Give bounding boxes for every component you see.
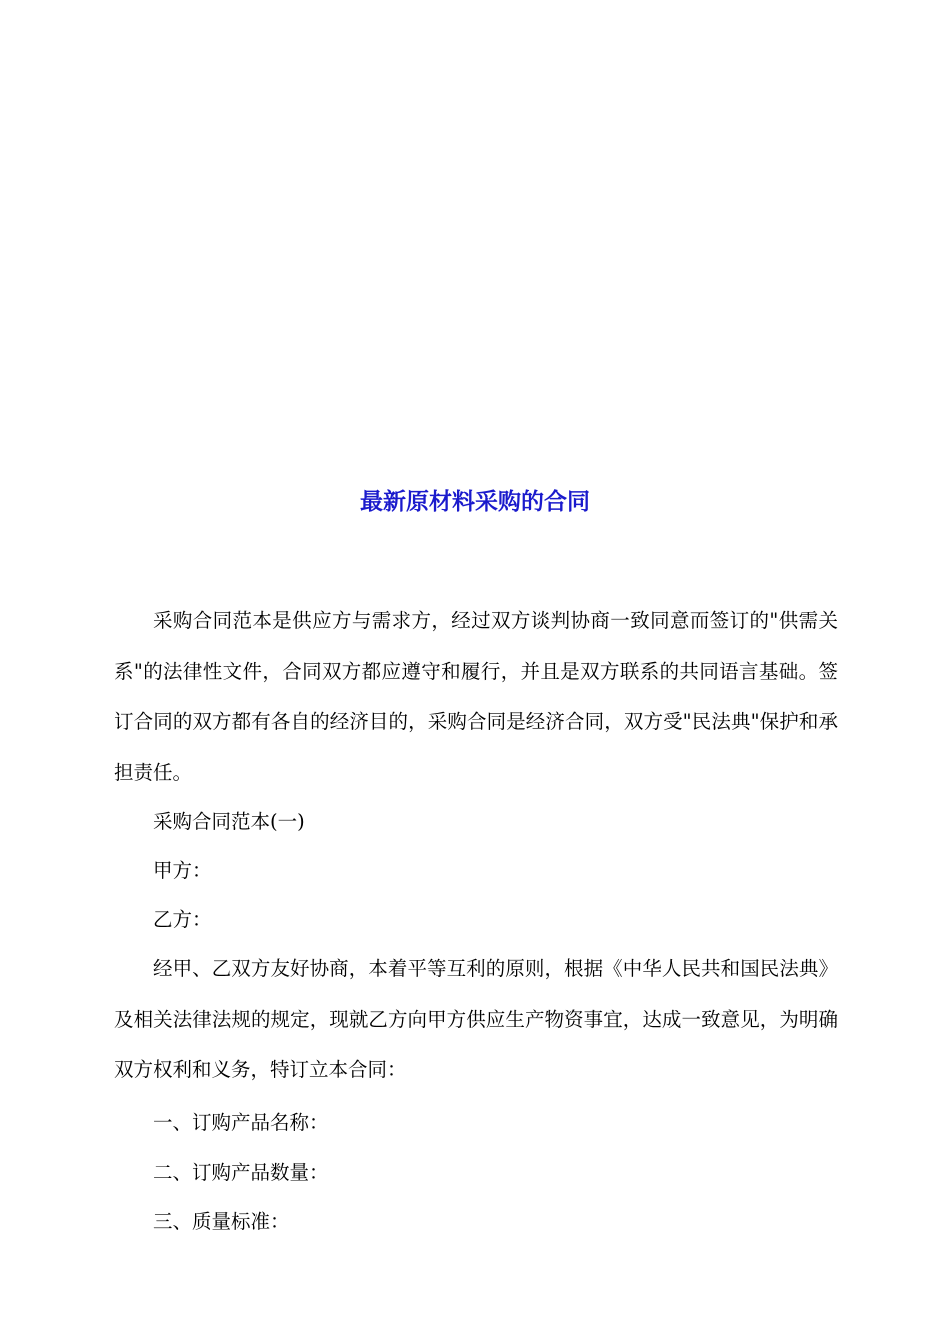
intro-paragraph: [114, 596, 838, 798]
party-a-line: [114, 846, 838, 897]
paragraph-text: 二、订购产品数量：: [153, 1161, 329, 1184]
paragraph-text: 经甲、乙双方友好协商，本着平等互利的原则，根据《中华人民共和国民法典》及相关法律法规的规定，现就乙方向甲方供应生产物资事宜，达成一致意见，为明确双方权利和义务，特订立本合同：: [114, 957, 838, 1081]
clause-product-quantity: [114, 1148, 838, 1199]
paragraph-text: 乙方：: [153, 908, 212, 931]
paragraph-text: 三、质量标准：: [153, 1210, 290, 1233]
clause-product-name: [114, 1098, 838, 1149]
clause-quality-standard: [114, 1197, 838, 1248]
contract-template-heading: [114, 797, 838, 848]
party-b-line: [114, 895, 838, 946]
paragraph-text: 采购合同范本是供应方与需求方，经过双方谈判协商一致同意而签订的"供需关系"的法律性文件，合同双方都应遵守和履行，并且是双方联系的共同语言基础。签订合同的双方都有各自的经济目的，采购合同是经济合同，双方受"民法典"保护和承担责任。: [114, 609, 838, 784]
preamble-paragraph: [114, 944, 838, 1096]
document-title: 最新原材料采购的合同: [360, 489, 590, 515]
paragraph-text: 一、订购产品名称：: [153, 1111, 329, 1134]
paragraph-text: 甲方：: [153, 859, 212, 882]
paragraph-text: 采购合同范本(一): [153, 810, 305, 833]
